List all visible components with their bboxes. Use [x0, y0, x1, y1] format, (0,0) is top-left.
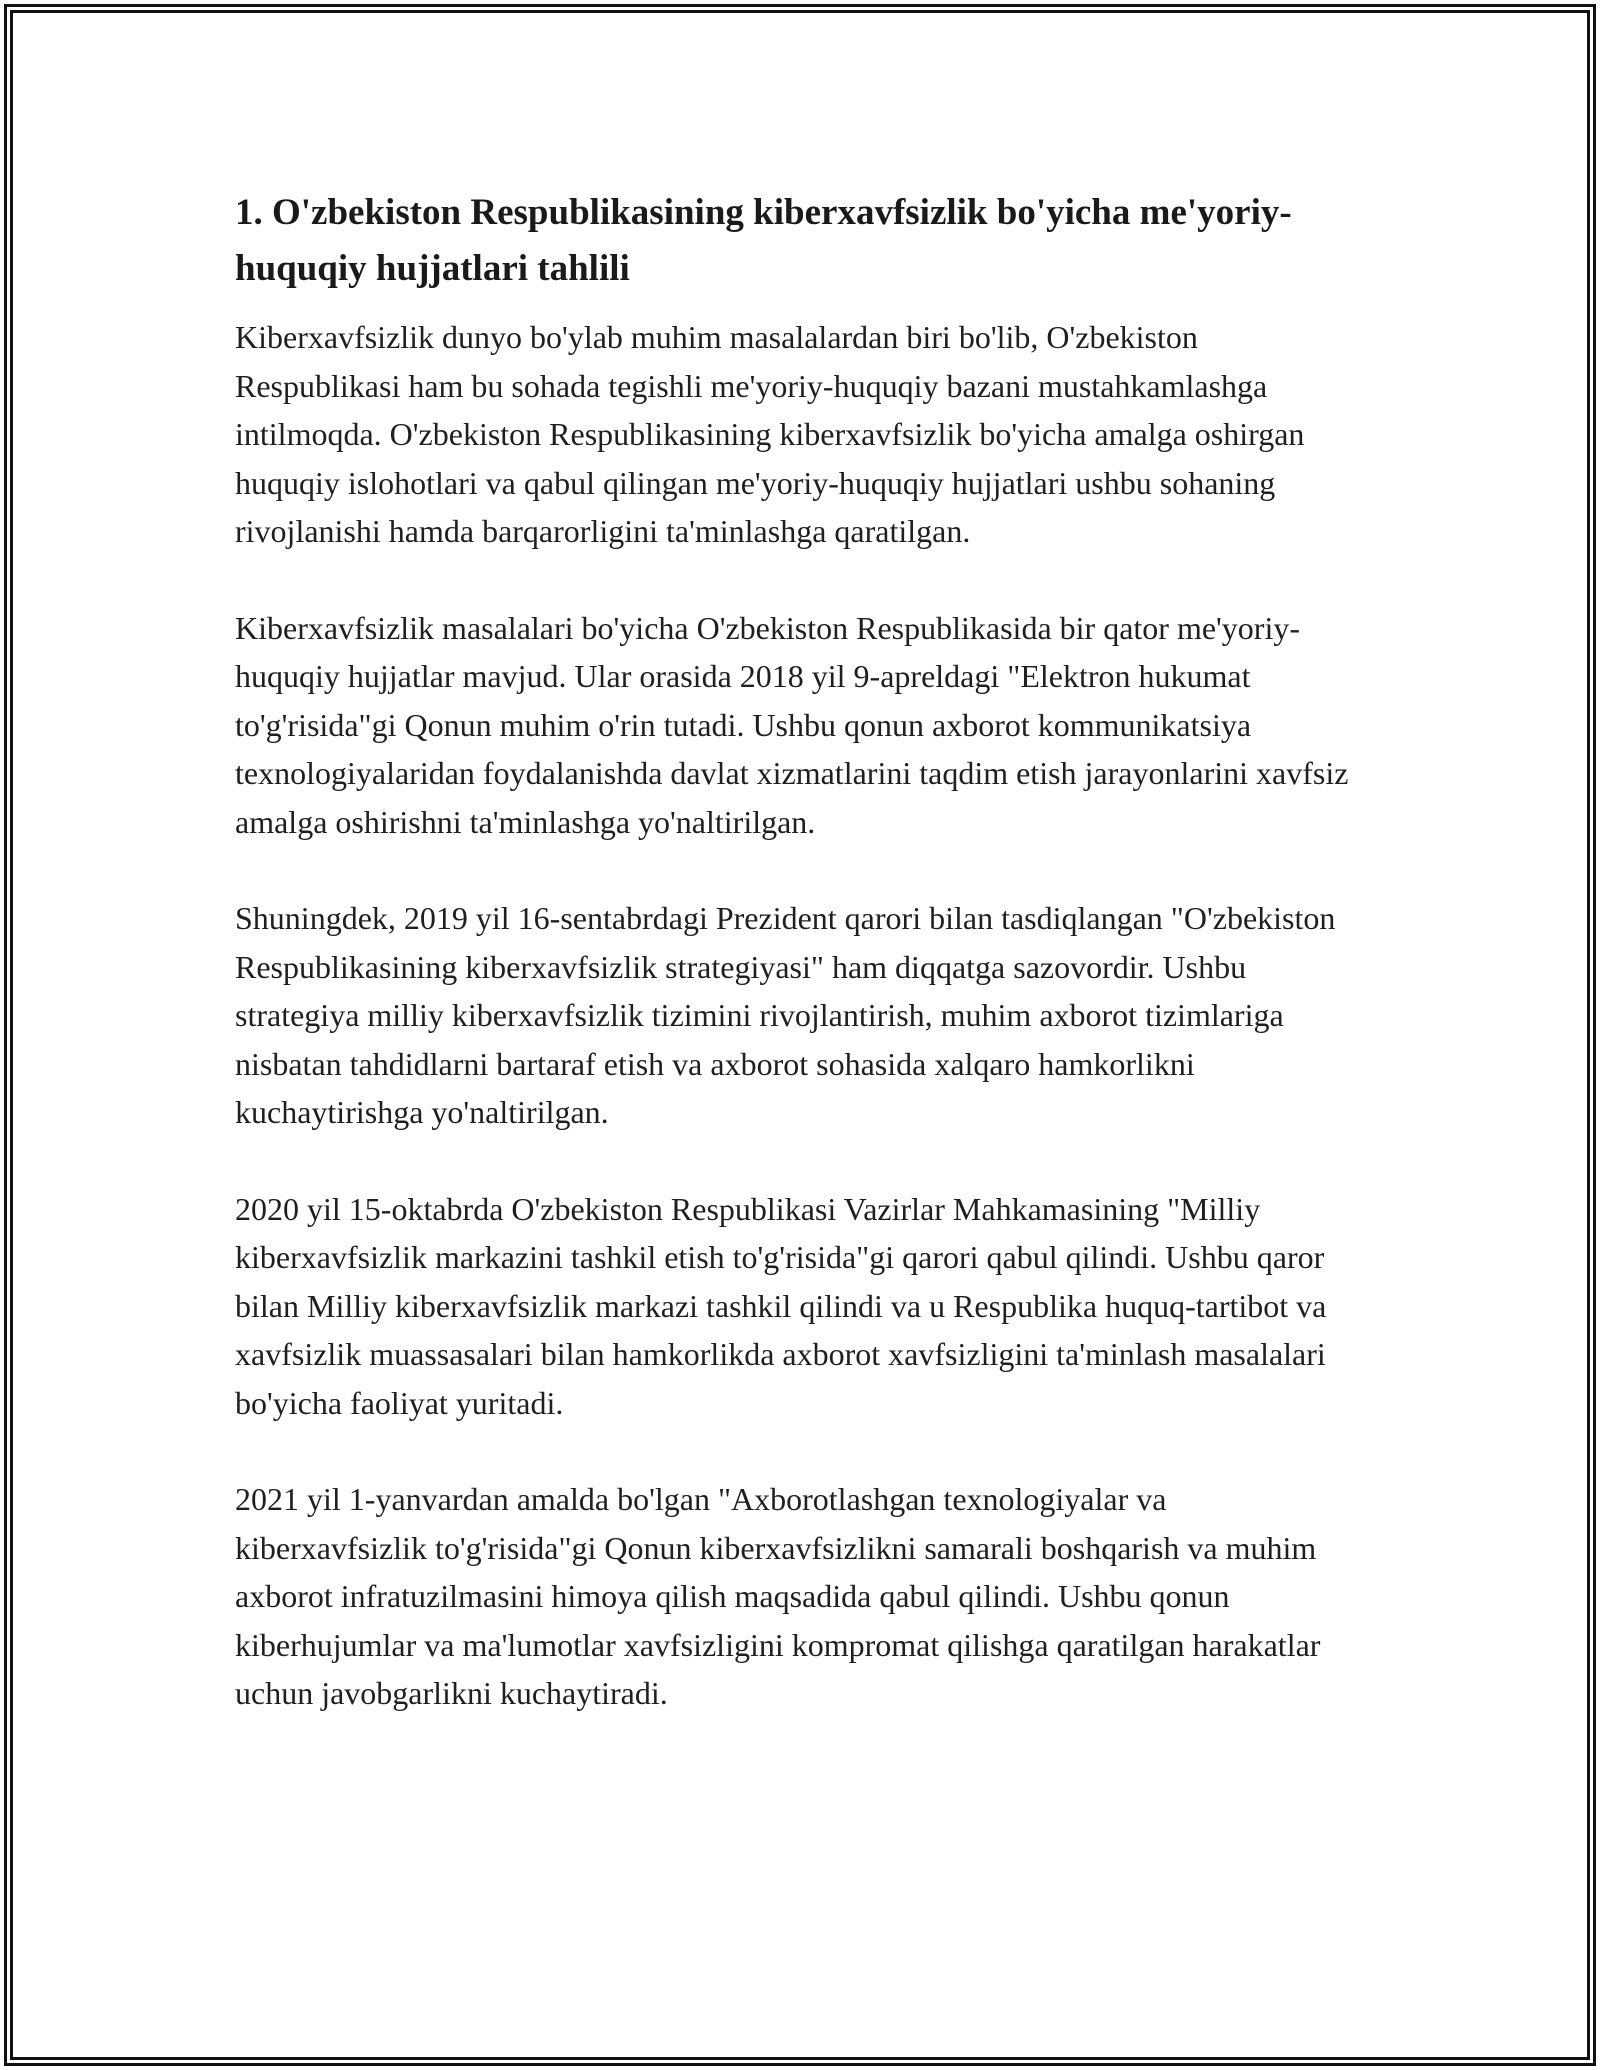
paragraph-it-law: 2021 yil 1-yanvardan amalda bo'lgan "Axborotlashgan texnologiyalar va kiberxavfsizlik to'g'risida"gi Qonun kiberxavfsizlikni samarali boshqarish va muhim axborot infratuzilmasini himoya qilish maqsadida qabul qilindi. Ushbu qonun kiberhujumlar va ma'lumotlar xavfsizligini kompromat qilishga qaratilgan harakatlar uchun javobgarlikni kuchaytiradi. [235, 1481, 1321, 1711]
paragraph-national-center: 2020 yil 15-oktabrda O'zbekiston Respublikasi Vazirlar Mahkamasining "Milliy kiberxavfsizlik markazini tashkil etish to'g'risida"gi qarori qabul qilindi. Ushbu qaror bilan Milliy kiberxavfsizlik markazi tashkil qilindi va u Respublika huquq-tartibot va xavfsizlik muassasalari bilan hamkorlikda axborot xavfsizligini ta'minlash masalalari bo'yicha faoliyat yuritadi. [235, 1190, 1327, 1421]
paragraph-intro: Kiberxavfsizlik dunyo bo'ylab muhim masalalardan biri bo'lib, O'zbekiston Respublikasi ham bu sohada tegishli me'yoriy-huquqiy bazani mustahkamlashga intilmoqda. O'zbekiston Respublikasining kiberxavfsizlik bo'yicha amalga oshirgan huquqiy islohotlari va qabul qilingan me'yoriy-huquqiy hujjatlari ushbu sohaning rivojlanishi hamda barqarorligini ta'minlashga qaratilgan. [235, 319, 1305, 549]
section-title: 1. O'zbekiston Respublikasining kiberxavfsizlik bo'yicha me'yoriy-huquqiy hujjatlari tahlili [235, 192, 1292, 289]
paragraph-cybersecurity-strategy: Shuningdek, 2019 yil 16-sentabrdagi Prezident qarori bilan tasdiqlangan "O'zbekiston Respublikasining kiberxavfsizlik strategiyasi" ham diqqatga sazovordir. Ushbu strategiya milliy kiberxavfsizlik tizimini rivojlantirish, muhim axborot tizimlariga nisbatan tahdidlarni bartaraf etish va axborot sohasida xalqaro hamkorlikni kuchaytirishga yo'naltirilgan. [235, 900, 1336, 1130]
document-body [235, 185, 1365, 1766]
paragraph-e-government-law: Kiberxavfsizlik masalalari bo'yicha O'zbekiston Respublikasida bir qator me'yoriy-huquqiy hujjatlar mavjud. Ular orasida 2018 yil 9-apreldagi "Elektron hukumat to'g'risida"gi Qonun muhim o'rin tutadi. Ushbu qonun axborot kommunikatsiya texnologiyalaridan foydalanishda davlat xizmatlarini taqdim etish jarayonlarini xavfsiz amalga oshirishni ta'minlashga yo'naltirilgan. [235, 609, 1349, 840]
